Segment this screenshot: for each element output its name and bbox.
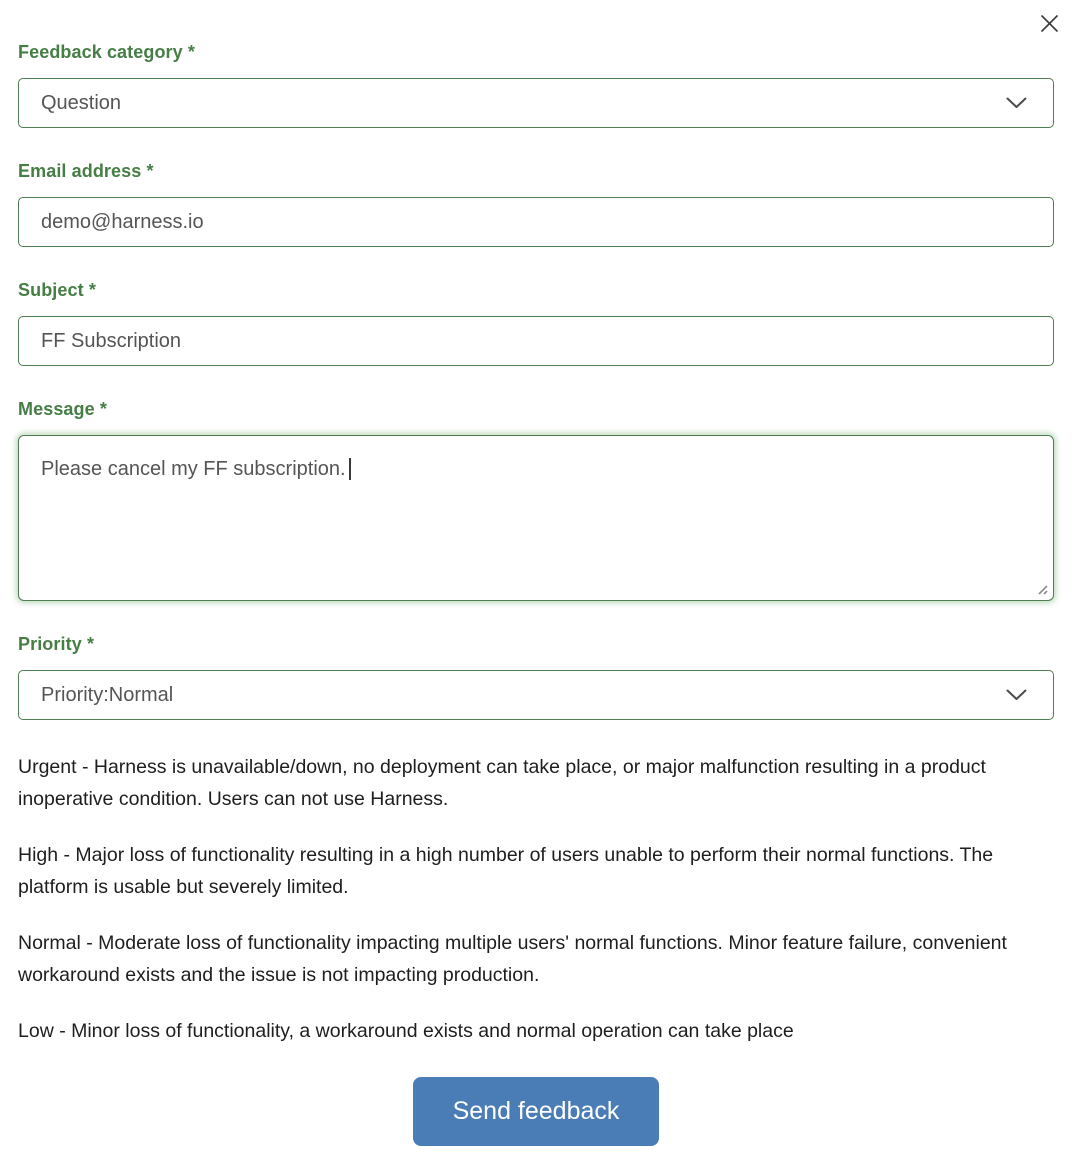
chevron-down-icon	[1006, 97, 1027, 109]
subject-field[interactable]	[18, 316, 1054, 366]
required-asterisk: *	[146, 161, 154, 181]
required-asterisk: *	[99, 399, 107, 419]
message-textarea[interactable]	[18, 435, 1054, 601]
email-label	[18, 161, 1054, 182]
send-feedback-button[interactable]: Send feedback	[413, 1077, 660, 1146]
message-label-text: Message	[18, 399, 95, 419]
close-button[interactable]	[1036, 12, 1062, 38]
priority-description-high: High - Major loss of functionality resulting in a high number of users unable to perform their normal functions. The platform is usable but severely limited.	[18, 844, 994, 898]
category-group	[18, 42, 1054, 128]
required-asterisk: *	[187, 42, 195, 62]
email-label-text: Email address	[18, 161, 142, 181]
subject-label	[18, 280, 1054, 301]
message-label	[18, 399, 1054, 420]
required-asterisk: *	[86, 634, 95, 654]
subject-label-text: Subject	[18, 280, 84, 300]
resize-handle[interactable]	[1035, 582, 1048, 595]
priority-group	[18, 634, 1054, 720]
priority-description-urgent: Urgent - Harness is unavailable/down, no deployment can take place, or major malfunction resulting in a product inoperative condition. Users can not use Harness.	[18, 756, 986, 810]
category-select-value: Question	[41, 91, 122, 114]
category-select[interactable]	[18, 78, 1054, 128]
subject-group	[18, 280, 1054, 366]
close-icon	[1040, 14, 1059, 36]
priority-select-value: Priority:Normal	[41, 683, 174, 706]
message-text: Please cancel my FF subscription.	[41, 458, 346, 480]
priority-label	[18, 634, 1054, 655]
email-group	[18, 161, 1054, 247]
priority-description-low: Low - Minor loss of functionality, a workaround exists and normal operation can take place	[18, 1020, 794, 1042]
required-asterisk: *	[88, 280, 96, 300]
priority-label-text: Priority	[18, 634, 82, 654]
priority-descriptions	[18, 751, 1054, 1047]
priority-select[interactable]	[18, 670, 1054, 720]
category-label-text: Feedback category	[18, 42, 183, 62]
chevron-down-icon	[1006, 689, 1027, 701]
text-caret	[349, 458, 351, 480]
category-label	[18, 42, 1054, 63]
email-field[interactable]	[18, 197, 1054, 247]
message-group	[18, 399, 1054, 601]
submit-row	[18, 1077, 1054, 1171]
priority-description-normal: Normal - Moderate loss of functionality impacting multiple users' normal functions. Minor feature failure, convenient workaround exists and the issue is not impacting production.	[18, 932, 1007, 986]
